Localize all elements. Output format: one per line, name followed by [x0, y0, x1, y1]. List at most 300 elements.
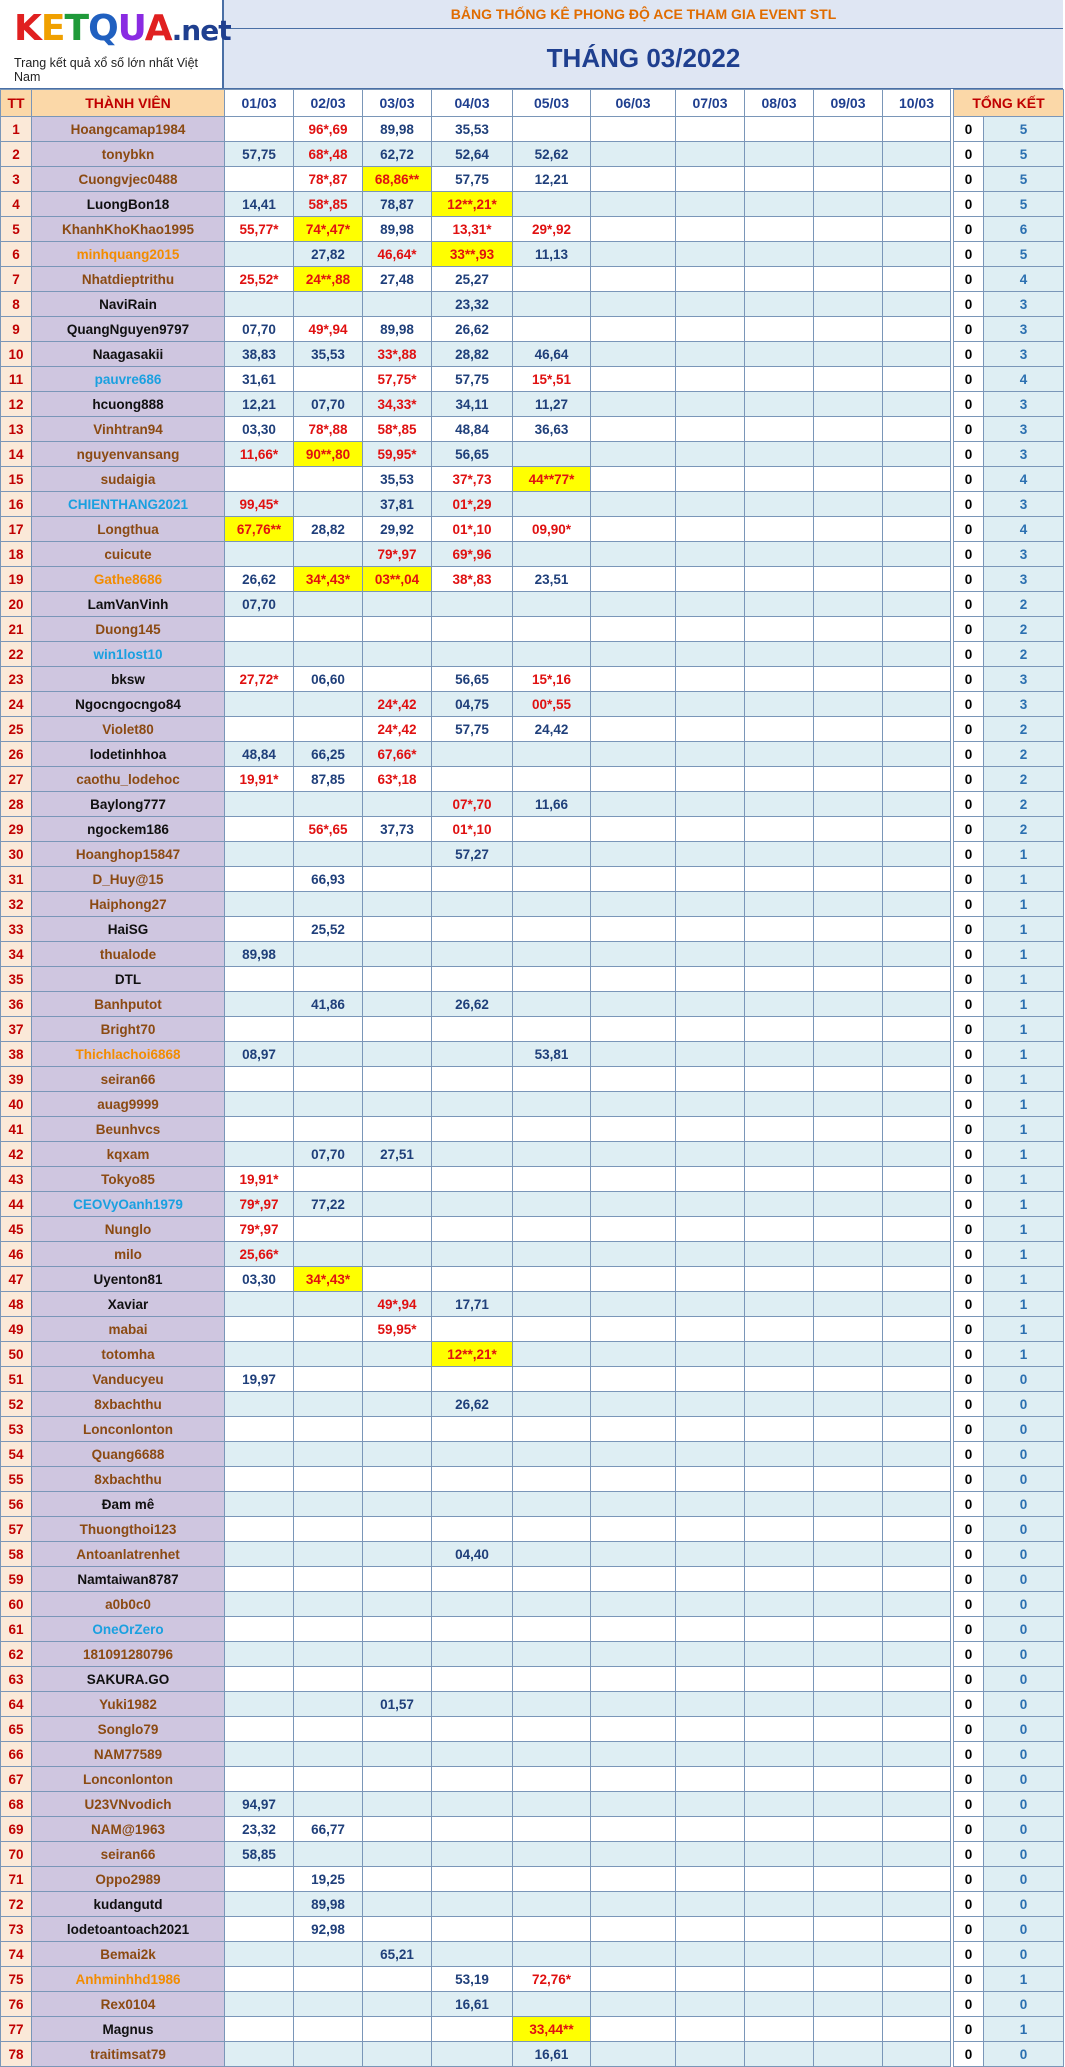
- score-cell: [814, 1842, 883, 1867]
- score-cell: [676, 1892, 745, 1917]
- score-cell: [294, 1167, 363, 1192]
- score-cell: [363, 1842, 432, 1867]
- score-cell: [745, 1867, 814, 1892]
- score-cell: [513, 542, 591, 567]
- score-cell: [814, 192, 883, 217]
- score-cell: [591, 1967, 676, 1992]
- score-cell: [745, 1242, 814, 1267]
- score-cell: [814, 967, 883, 992]
- row-number: 75: [1, 1967, 32, 1992]
- score-cell: [883, 192, 951, 217]
- table-row: [1, 492, 1064, 517]
- score-cell: [883, 1442, 951, 1467]
- score-cell: [591, 442, 676, 467]
- total-count-a: 0: [954, 292, 984, 317]
- score-cell: [745, 967, 814, 992]
- score-cell: [591, 467, 676, 492]
- score-cell: [225, 1692, 294, 1717]
- score-cell: [745, 2017, 814, 2042]
- row-number: 5: [1, 217, 32, 242]
- score-cell: [591, 392, 676, 417]
- score-cell: [432, 1717, 513, 1742]
- score-cell: [745, 1192, 814, 1217]
- score-cell: [363, 1042, 432, 1067]
- score-cell: [294, 717, 363, 742]
- score-cell: [294, 2017, 363, 2042]
- total-count-b: 4: [984, 467, 1064, 492]
- row-number: 74: [1, 1942, 32, 1967]
- score-cell: [883, 342, 951, 367]
- score-cell: [676, 1592, 745, 1617]
- score-cell: [513, 1292, 591, 1317]
- score-cell: [814, 1042, 883, 1067]
- score-cell: [363, 1242, 432, 1267]
- score-cell: [432, 1917, 513, 1942]
- total-count-a: 0: [954, 892, 984, 917]
- score-cell: [513, 1092, 591, 1117]
- score-cell: 24**,88: [294, 267, 363, 292]
- table-row: [1, 1017, 1064, 1042]
- score-cell: [745, 1942, 814, 1967]
- score-cell: [432, 942, 513, 967]
- score-cell: [363, 1467, 432, 1492]
- total-count-b: 1: [984, 1292, 1064, 1317]
- score-cell: [676, 1192, 745, 1217]
- score-cell: [513, 1267, 591, 1292]
- score-cell: 12**,21*: [432, 1342, 513, 1367]
- score-cell: [432, 967, 513, 992]
- score-cell: [883, 1992, 951, 2017]
- total-count-a: 0: [954, 1517, 984, 1542]
- score-cell: [513, 1367, 591, 1392]
- score-cell: [745, 392, 814, 417]
- score-cell: [591, 1042, 676, 1067]
- score-cell: 41,86: [294, 992, 363, 1017]
- score-cell: [676, 1767, 745, 1792]
- score-cell: [591, 167, 676, 192]
- score-cell: [676, 892, 745, 917]
- score-cell: [591, 1842, 676, 1867]
- table-row: [1, 1717, 1064, 1742]
- score-cell: 90**,80: [294, 442, 363, 467]
- score-cell: 15*,51: [513, 367, 591, 392]
- member-name: Thuongthoi123: [32, 1517, 225, 1542]
- score-cell: [591, 742, 676, 767]
- table-row: [1, 1242, 1064, 1267]
- score-cell: [745, 1492, 814, 1517]
- score-cell: [676, 917, 745, 942]
- score-cell: [814, 1417, 883, 1442]
- score-cell: [432, 1167, 513, 1192]
- score-cell: [883, 392, 951, 417]
- total-count-b: 3: [984, 417, 1064, 442]
- score-cell: [294, 1092, 363, 1117]
- score-cell: [363, 1092, 432, 1117]
- score-cell: [363, 1067, 432, 1092]
- score-cell: [363, 1767, 432, 1792]
- score-cell: 46,64: [513, 342, 591, 367]
- score-cell: [513, 267, 591, 292]
- score-cell: [745, 292, 814, 317]
- score-cell: 58*,85: [363, 417, 432, 442]
- score-cell: [513, 892, 591, 917]
- score-cell: 04,75: [432, 692, 513, 717]
- score-cell: [883, 1092, 951, 1117]
- score-cell: [883, 1492, 951, 1517]
- score-cell: [363, 1492, 432, 1517]
- score-cell: [814, 1642, 883, 1667]
- row-number: 7: [1, 267, 32, 292]
- member-name: Nhatdieptrithu: [32, 267, 225, 292]
- row-number: 11: [1, 367, 32, 392]
- total-count-b: 3: [984, 542, 1064, 567]
- table-row: [1, 1092, 1064, 1117]
- score-cell: [363, 1167, 432, 1192]
- table-row: [1, 717, 1064, 742]
- score-cell: [883, 492, 951, 517]
- score-cell: [883, 917, 951, 942]
- score-cell: 49*,94: [294, 317, 363, 342]
- score-cell: [676, 342, 745, 367]
- score-cell: [432, 2042, 513, 2067]
- score-cell: [294, 1467, 363, 1492]
- score-cell: [432, 1092, 513, 1117]
- total-count-a: 0: [954, 792, 984, 817]
- score-cell: [225, 1142, 294, 1167]
- score-cell: [432, 1942, 513, 1967]
- score-cell: [432, 1492, 513, 1517]
- table-row: [1, 1217, 1064, 1242]
- table-row: [1, 1942, 1064, 1967]
- score-cell: [814, 167, 883, 192]
- score-cell: 37,73: [363, 817, 432, 842]
- score-cell: [225, 1317, 294, 1342]
- score-cell: [676, 967, 745, 992]
- score-cell: [745, 592, 814, 617]
- score-cell: [294, 692, 363, 717]
- total-count-a: 0: [954, 1342, 984, 1367]
- score-cell: [294, 492, 363, 517]
- score-cell: [225, 1667, 294, 1692]
- table-row: [1, 1542, 1064, 1567]
- total-count-b: 6: [984, 217, 1064, 242]
- member-name: Yuki1982: [32, 1692, 225, 1717]
- score-cell: [363, 1217, 432, 1242]
- score-cell: [294, 542, 363, 567]
- total-count-b: 0: [984, 1667, 1064, 1692]
- row-number: 69: [1, 1817, 32, 1842]
- score-cell: [432, 592, 513, 617]
- score-cell: [225, 1117, 294, 1142]
- score-cell: [883, 542, 951, 567]
- score-cell: [745, 467, 814, 492]
- member-name: DTL: [32, 967, 225, 992]
- score-cell: [814, 1342, 883, 1367]
- total-count-b: 0: [984, 1817, 1064, 1842]
- row-number: 43: [1, 1167, 32, 1192]
- score-cell: [591, 1442, 676, 1467]
- score-cell: [745, 1467, 814, 1492]
- score-cell: [745, 2042, 814, 2067]
- score-cell: [745, 1167, 814, 1192]
- score-cell: [814, 1617, 883, 1642]
- score-cell: [883, 1817, 951, 1842]
- total-count-a: 0: [954, 817, 984, 842]
- row-number: 18: [1, 542, 32, 567]
- table-row: [1, 1967, 1064, 1992]
- score-cell: [676, 1567, 745, 1592]
- score-cell: [883, 617, 951, 642]
- score-cell: [745, 1817, 814, 1842]
- score-cell: [225, 1442, 294, 1467]
- score-cell: [883, 1667, 951, 1692]
- score-cell: [745, 317, 814, 342]
- table-row: [1, 1367, 1064, 1392]
- total-count-a: 0: [954, 1617, 984, 1642]
- score-cell: [225, 842, 294, 867]
- score-cell: [591, 1417, 676, 1442]
- score-cell: [745, 242, 814, 267]
- score-cell: 27,72*: [225, 667, 294, 692]
- score-cell: [591, 1767, 676, 1792]
- total-count-b: 5: [984, 192, 1064, 217]
- score-cell: [591, 867, 676, 892]
- score-cell: 52,62: [513, 142, 591, 167]
- score-cell: [745, 1692, 814, 1717]
- total-count-a: 0: [954, 1792, 984, 1817]
- score-cell: [513, 1717, 591, 1742]
- score-cell: [513, 1642, 591, 1667]
- score-cell: [591, 717, 676, 742]
- score-cell: [745, 892, 814, 917]
- score-cell: [432, 1142, 513, 1167]
- score-cell: [225, 1892, 294, 1917]
- score-cell: [883, 2042, 951, 2067]
- score-cell: [432, 2017, 513, 2042]
- table-row: [1, 167, 1064, 192]
- row-number: 10: [1, 342, 32, 367]
- score-cell: [814, 692, 883, 717]
- member-name: CEOVyOanh1979: [32, 1192, 225, 1217]
- table-row: [1, 1317, 1064, 1342]
- score-cell: [294, 642, 363, 667]
- score-cell: [591, 992, 676, 1017]
- score-cell: [363, 1417, 432, 1442]
- score-cell: [883, 1917, 951, 1942]
- score-cell: [745, 567, 814, 592]
- score-cell: [591, 1292, 676, 1317]
- score-cell: [513, 917, 591, 942]
- score-cell: 11,66: [513, 792, 591, 817]
- row-number: 15: [1, 467, 32, 492]
- table-row: [1, 992, 1064, 1017]
- total-count-a: 0: [954, 1292, 984, 1317]
- score-cell: [225, 1517, 294, 1542]
- row-number: 78: [1, 2042, 32, 2067]
- score-cell: [294, 367, 363, 392]
- score-cell: 27,82: [294, 242, 363, 267]
- score-cell: 01*,10: [432, 517, 513, 542]
- score-cell: [225, 1992, 294, 2017]
- score-cell: [363, 842, 432, 867]
- score-cell: [676, 167, 745, 192]
- score-cell: [676, 1992, 745, 2017]
- score-cell: [591, 842, 676, 867]
- score-cell: 34*,43*: [294, 1267, 363, 1292]
- row-number: 21: [1, 617, 32, 642]
- score-cell: [745, 1642, 814, 1667]
- score-cell: [883, 1392, 951, 1417]
- score-cell: 07,70: [225, 317, 294, 342]
- table-row: [1, 1442, 1064, 1467]
- total-count-a: 0: [954, 1892, 984, 1917]
- score-cell: [363, 992, 432, 1017]
- row-number: 16: [1, 492, 32, 517]
- score-cell: [591, 2017, 676, 2042]
- score-cell: [432, 1367, 513, 1392]
- score-cell: [814, 1567, 883, 1592]
- total-count-a: 0: [954, 867, 984, 892]
- score-cell: [883, 1842, 951, 1867]
- score-cell: [676, 1092, 745, 1117]
- score-cell: [294, 1292, 363, 1317]
- score-cell: 12,21: [225, 392, 294, 417]
- member-name: Oppo2989: [32, 1867, 225, 1892]
- score-cell: [513, 592, 591, 617]
- total-count-a: 0: [954, 967, 984, 992]
- table-row: [1, 692, 1064, 717]
- score-cell: 63*,18: [363, 767, 432, 792]
- table-row: [1, 217, 1064, 242]
- score-cell: [591, 1517, 676, 1542]
- total-count-a: 0: [954, 2042, 984, 2067]
- score-cell: [513, 1992, 591, 2017]
- score-cell: [591, 942, 676, 967]
- total-count-b: 0: [984, 1367, 1064, 1392]
- score-cell: [745, 1267, 814, 1292]
- score-cell: [676, 567, 745, 592]
- table-header-row: [1, 90, 1064, 117]
- column-header-date: 02/03: [294, 90, 363, 117]
- score-cell: 23,32: [432, 292, 513, 317]
- total-count-b: 1: [984, 917, 1064, 942]
- row-number: 51: [1, 1367, 32, 1392]
- total-count-b: 0: [984, 1617, 1064, 1642]
- row-number: 71: [1, 1867, 32, 1892]
- row-number: 6: [1, 242, 32, 267]
- score-cell: [363, 1342, 432, 1367]
- score-cell: 12,21: [513, 167, 591, 192]
- score-cell: [225, 2042, 294, 2067]
- score-cell: [676, 1267, 745, 1292]
- row-number: 61: [1, 1617, 32, 1642]
- score-cell: [745, 667, 814, 692]
- score-cell: 19,91*: [225, 1167, 294, 1192]
- total-count-a: 0: [954, 242, 984, 267]
- total-count-b: 4: [984, 367, 1064, 392]
- score-cell: [814, 992, 883, 1017]
- score-cell: [814, 1817, 883, 1842]
- table-row: [1, 892, 1064, 917]
- score-cell: [363, 1392, 432, 1417]
- total-count-a: 0: [954, 592, 984, 617]
- score-cell: [814, 1692, 883, 1717]
- table-row: [1, 1817, 1064, 1842]
- score-cell: 11,66*: [225, 442, 294, 467]
- score-cell: [513, 1217, 591, 1242]
- score-cell: [513, 1867, 591, 1892]
- total-count-b: 0: [984, 1942, 1064, 1967]
- score-cell: [676, 467, 745, 492]
- member-name: Gathe8686: [32, 567, 225, 592]
- score-cell: [432, 1192, 513, 1217]
- score-cell: 06,60: [294, 667, 363, 692]
- score-cell: [513, 1692, 591, 1717]
- score-cell: [591, 1667, 676, 1692]
- total-count-a: 0: [954, 542, 984, 567]
- score-cell: 49*,94: [363, 1292, 432, 1317]
- score-cell: [513, 1892, 591, 1917]
- score-cell: [225, 1342, 294, 1367]
- score-cell: [513, 1767, 591, 1792]
- column-header-member: THÀNH VIÊN: [32, 90, 225, 117]
- table-row: [1, 392, 1064, 417]
- score-cell: [591, 1917, 676, 1942]
- score-cell: 19,25: [294, 1867, 363, 1892]
- score-cell: [363, 1442, 432, 1467]
- score-cell: [513, 1242, 591, 1267]
- score-cell: 57,75: [432, 367, 513, 392]
- member-name: OneOrZero: [32, 1617, 225, 1642]
- score-cell: 96*,69: [294, 117, 363, 142]
- score-cell: [432, 1642, 513, 1667]
- total-count-b: 5: [984, 142, 1064, 167]
- score-cell: [432, 867, 513, 892]
- score-cell: [883, 117, 951, 142]
- score-cell: 89,98: [294, 1892, 363, 1917]
- score-cell: 89,98: [363, 217, 432, 242]
- score-cell: [814, 667, 883, 692]
- total-count-b: 0: [984, 1742, 1064, 1767]
- score-cell: [745, 517, 814, 542]
- table-row: [1, 292, 1064, 317]
- score-cell: [883, 1167, 951, 1192]
- score-cell: 57,75: [432, 717, 513, 742]
- score-cell: [676, 992, 745, 1017]
- total-count-a: 0: [954, 842, 984, 867]
- total-count-a: 0: [954, 1417, 984, 1442]
- score-cell: [814, 1317, 883, 1342]
- score-cell: 26,62: [225, 567, 294, 592]
- row-number: 36: [1, 992, 32, 1017]
- total-count-a: 0: [954, 1067, 984, 1092]
- score-cell: [814, 317, 883, 342]
- row-number: 23: [1, 667, 32, 692]
- column-header-date: 08/03: [745, 90, 814, 117]
- score-cell: [745, 992, 814, 1017]
- table-row: [1, 792, 1064, 817]
- score-cell: [745, 817, 814, 842]
- score-cell: [591, 1992, 676, 2017]
- total-count-b: 0: [984, 1517, 1064, 1542]
- total-count-b: 0: [984, 1442, 1064, 1467]
- total-count-a: 0: [954, 442, 984, 467]
- member-name: D_Huy@15: [32, 867, 225, 892]
- total-count-a: 0: [954, 1442, 984, 1467]
- score-cell: [513, 767, 591, 792]
- member-name: bksw: [32, 667, 225, 692]
- score-cell: [745, 1442, 814, 1467]
